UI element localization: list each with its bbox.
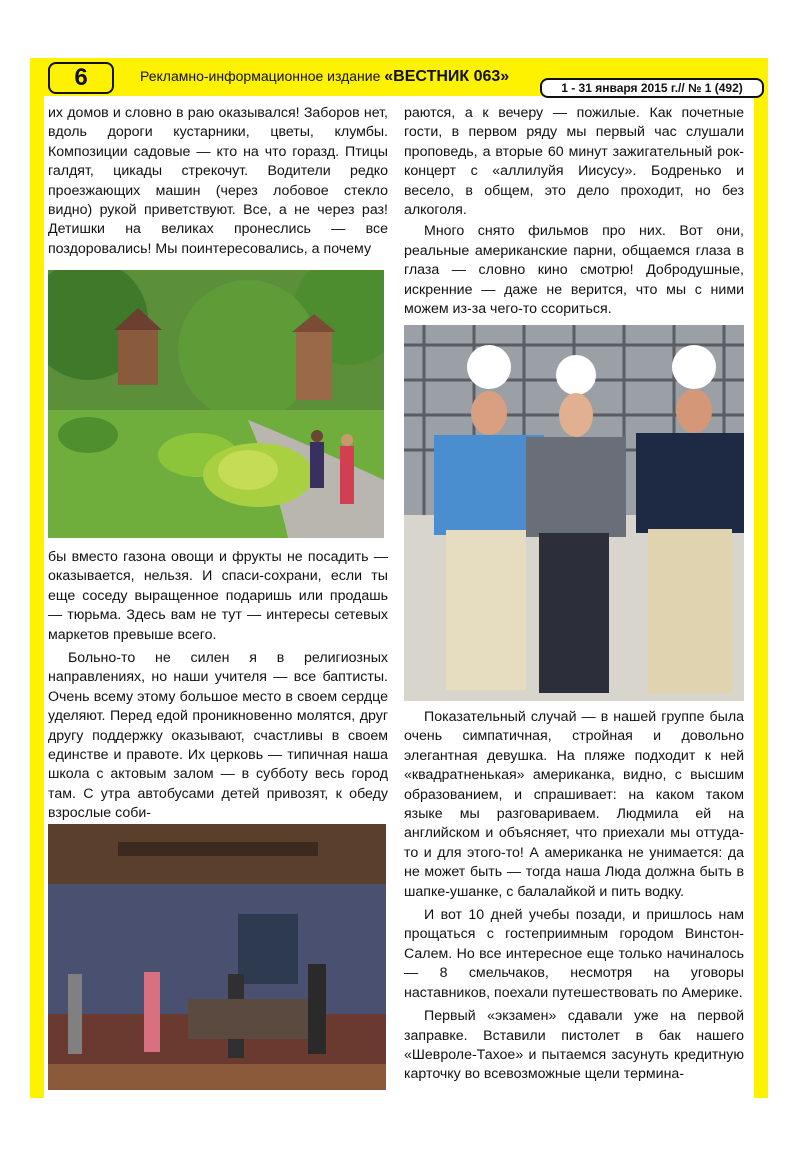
paragraph: И вот 10 дней учебы позади, и пришлось нам прощаться с гостеприимным городом Винстон-Салем. Но все интересное еще только начиналось — 8 смельчаков, несмотря на уговоры наставников, поехали путешествовать по Америке.: [404, 907, 744, 1001]
church-concert-photo: [48, 824, 386, 1090]
construction-site-photo-image: [404, 325, 744, 701]
paragraph: раются, а к вечеру — пожилые. Как почетные гости, в первом ряду мы первый час слушали проповедь, а вторые 60 минут зажигательный рок-концерт с «аллилуйя Иисусу». Бодренько и весело, в общем, это дело проходит, но без алкоголя.: [404, 105, 744, 219]
publication-prefix: Рекламно-информационное издание: [140, 68, 385, 84]
paragraph: Показательный случай — в нашей группе была очень симпатичная, стройная и довольно элегантная девушка. На пляже подходит к ней «квадратненькая» американка, видно, с высшим образованием, и спрашивает: на каком таком языке мы разговариваем. Людмила ей на английском и объясняет, что приехали мы оттуда-то и для этого-то! А американка не унимается: да не может быть — тогда наша Люда должна быть в шапке-ушанке, с балалайкой и пить водку.: [404, 709, 744, 900]
page-number: 6: [48, 62, 114, 94]
construction-site-photo: [404, 325, 744, 701]
issue-info: 1 - 31 января 2015 г.// № 1 (492): [540, 78, 764, 98]
paragraph: бы вместо газона овощи и фрукты не посадить — оказывается, нельзя. И спаси-сохрани, если ты еще соседу выращенное подаришь или продашь — тюрьма. Здесь вам не тут — интересы сетевых маркетов превыше всего.: [48, 549, 388, 643]
masthead: [140, 68, 509, 86]
garden-photo: [48, 270, 384, 538]
paragraph: их домов и словно в раю оказывался! Заборов нет, вдоль дороги кустарники, цветы, клумбы. Композиции садовые — кто на что горазд. Птицы галдят, цикады стрекочут. Водители редко проезжающих машин (через лобовое стекло видно) рукой приветствуют. Все, а не через раз! Детишки на великах пронеслись — все поздоровались! Мы поинтересовались, а почему: [48, 105, 388, 257]
left-text-block-1: [48, 104, 388, 264]
paragraph: Больно-то не силен я в религиозных направлениях, но наши учителя — все баптисты. Очень всему этому большое место в своем сердце уделяют. Перед едой проникновенно молятся, друг другу поддержку оказывают, счастливы в своем единстве и правоте. Их церковь — типичная наша школа с актовым залом — в субботу весь город там. С утра автобусами детей привозят, к обеду взрослые соби-: [48, 650, 388, 822]
church-concert-photo-image: [48, 824, 386, 1090]
paragraph: Много снято фильмов про них. Вот они, реальные американские парни, общаемся глаза в глаза — словно кино смотрю! Добродушные, искренние — даже не верится, что мы с ними можем из-за чего-то ссориться.: [404, 223, 744, 318]
garden-photo-image: [48, 270, 384, 538]
paragraph: Первый «экзамен» сдавали уже на первой заправке. Вставили пистолет в бак нашего «Шевроле-Тахое» и пытаемся засунуть кредитную карточку во всевозможные щели термина-: [404, 1008, 744, 1083]
right-text-block-2: [404, 708, 744, 1098]
right-text-block-1: [404, 104, 744, 322]
publication-name: «ВЕСТНИК 063»: [384, 68, 510, 85]
